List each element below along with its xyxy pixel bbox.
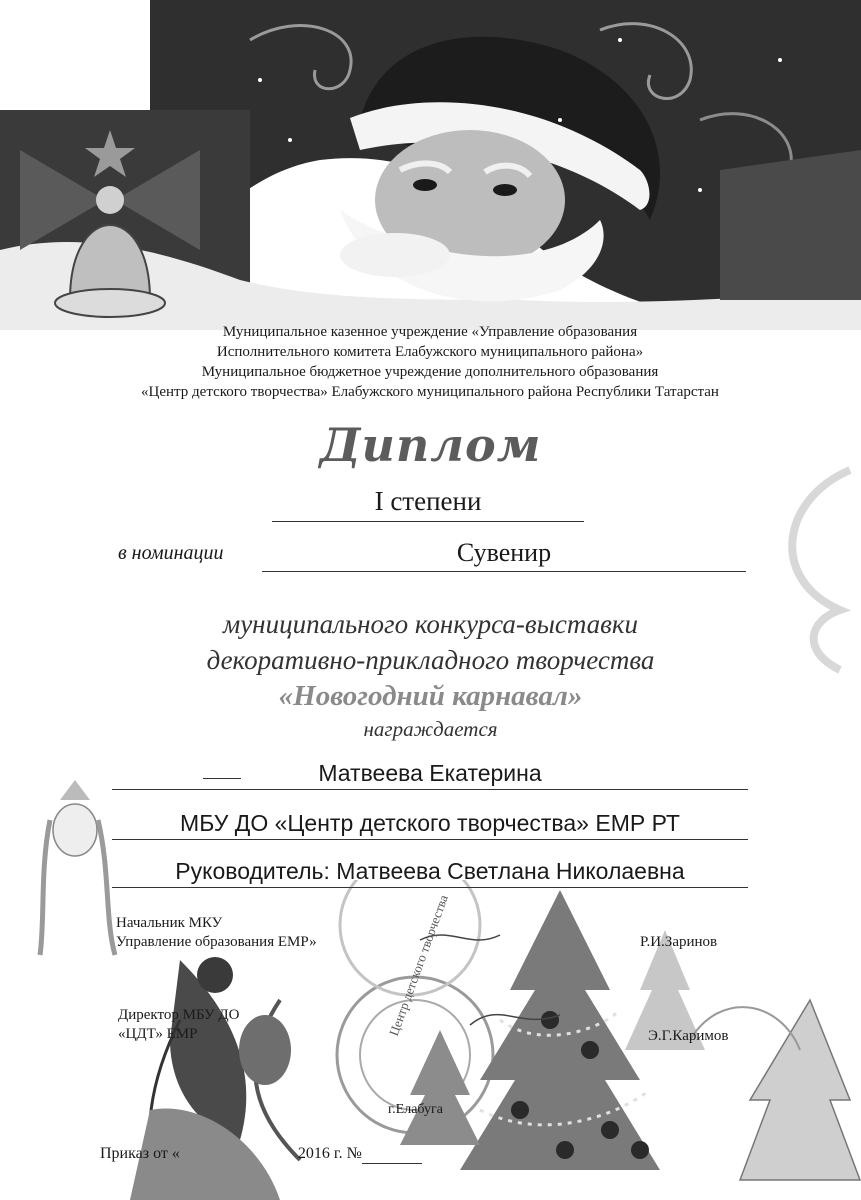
order-year: 2016 г. № — [297, 1145, 362, 1162]
contest-name: «Новогодний карнавал» — [278, 680, 583, 712]
head-signature-title — [116, 914, 317, 952]
recipient-organization: МБУ ДО «Центр детского творчества» ЕМР РТ — [112, 810, 748, 840]
contest-description — [0, 606, 861, 678]
director-name: Э.Г.Каримов — [648, 1028, 729, 1044]
header-line-3: Муниципальное бюджетное учреждение дополнительного образования — [201, 364, 659, 380]
header-line-2: Исполнительного комитета Елабужского муниципального района» — [216, 344, 644, 360]
director-title-line-1: Директор МБУ ДО — [118, 1007, 240, 1023]
awarded-label: награждается — [363, 717, 498, 741]
head-title-line-1: Начальник МКУ — [116, 915, 223, 931]
recipient-name: Матвеева Екатерина — [112, 760, 748, 790]
nomination-value: Сувенир — [262, 538, 746, 572]
order-number-blank — [362, 1145, 422, 1164]
diploma-degree: I степени — [272, 486, 584, 522]
director-signature-title — [118, 1006, 239, 1044]
issuer-header — [70, 322, 790, 402]
head-name: Р.И.Заринов — [640, 934, 718, 950]
order-prefix: Приказ от « — [100, 1145, 180, 1162]
header-line-1: Муниципальное казенное учреждение «Управление образования — [222, 324, 638, 340]
city-label: г.Елабуга — [388, 1102, 443, 1117]
diploma-title: Диплом — [319, 418, 542, 472]
header-line-4: «Центр детского творчества» Елабужского муниципального района Республики Татарстан — [141, 384, 719, 400]
contest-line-2: декоративно-прикладного творчества — [206, 645, 655, 675]
recipient-supervisor: Руководитель: Матвеева Светлана Николаевна — [112, 858, 748, 888]
stamp-text: Центр детского творчества — [385, 892, 451, 1038]
santa-illustration — [0, 0, 861, 330]
contest-line-1: муниципального конкурса-выставки — [222, 609, 639, 639]
order-footer — [100, 1145, 422, 1164]
director-title-line-2: «ЦДТ» ЕМР — [118, 1026, 198, 1042]
nomination-label: в номинации — [118, 542, 224, 564]
head-title-line-2: Управление образования ЕМР» — [116, 934, 317, 950]
